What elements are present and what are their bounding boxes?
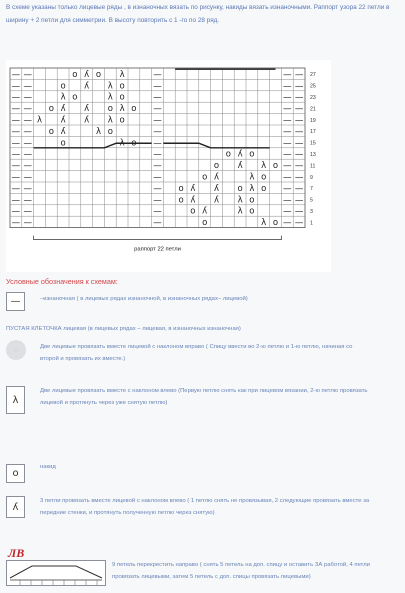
logo: ЛВ	[8, 546, 25, 560]
chart-symbol: —	[23, 195, 32, 206]
row-number: 5	[310, 197, 313, 204]
chart-symbol: —	[153, 69, 162, 80]
chart-symbol: —	[294, 218, 304, 229]
chart-symbol: —	[23, 172, 32, 183]
chart-symbol: —	[153, 115, 162, 126]
chart-symbol: —	[153, 104, 162, 115]
right-decrease-icon: ◡	[6, 340, 26, 360]
chart-symbol: —	[11, 172, 21, 183]
chart-symbol: ʎ	[237, 161, 243, 172]
chart-symbol: —	[153, 126, 162, 137]
chart-symbol: —	[153, 206, 162, 217]
chart-symbol: o	[48, 104, 54, 115]
chart-symbol: —	[283, 92, 292, 103]
chart-symbol: —	[11, 161, 21, 172]
cable-cross-icon	[6, 560, 106, 586]
chart-symbol: —	[153, 183, 162, 194]
chart-symbol: o	[60, 138, 66, 149]
chart-symbol: —	[23, 206, 32, 217]
row-number: 3	[310, 209, 313, 216]
row-number: 1	[310, 220, 313, 227]
chart-symbol: —	[283, 138, 292, 149]
chart-symbol: —	[283, 161, 292, 172]
chart-symbol: o	[225, 149, 231, 160]
row-number: 23	[310, 95, 316, 102]
chart-symbol: —	[11, 104, 21, 115]
chart-symbol: ʎ	[213, 183, 220, 194]
chart-symbol: —	[294, 138, 304, 149]
chart-symbol: —	[283, 69, 292, 80]
legend-dash-text: –изнаночная ( в лицевых рядах изнаночной, в изнаночных рядах– лицевой)	[40, 296, 248, 302]
chart-symbol: —	[294, 115, 304, 126]
chart-symbol: —	[283, 126, 292, 137]
chart-symbol: o	[178, 183, 184, 194]
chart-symbol: —	[23, 126, 32, 137]
chart-symbol: —	[11, 138, 21, 149]
chart-symbol: ʎ	[84, 104, 90, 115]
chart-symbol: —	[294, 126, 304, 137]
chart-symbol: o	[272, 161, 279, 172]
rapport-label: раппорт 22 петли	[134, 246, 181, 253]
chart-symbol: —	[294, 81, 304, 92]
chart-symbol: —	[153, 92, 162, 103]
chart-symbol: o	[202, 172, 208, 183]
chart-symbol: —	[23, 138, 32, 149]
legend-empty-text: ПУСТАЯ КЛЕТОЧКА лицевая (в лицевых рядах – лицевая, в изнаночных изнаночная)	[6, 326, 241, 332]
chart-symbol: —	[153, 138, 162, 149]
chart-symbol: —	[294, 206, 304, 217]
row-number: 13	[310, 152, 316, 159]
chart-symbol: —	[294, 183, 304, 194]
chart-symbol: o	[131, 104, 137, 115]
chart-symbol: —	[11, 206, 21, 217]
legend-three-together-text: 3 петли провязать вместе лицевой с наклоном влево ( 1 петлю снять не провязывая, 2 следующие провязать вместе за передние стенки, и протянуть полученную петлю через снятую)	[40, 498, 370, 516]
chart-symbol: ʎ	[84, 81, 90, 92]
chart-symbol: —	[294, 104, 304, 115]
chart-symbol: —	[283, 195, 292, 206]
chart-symbol: —	[23, 149, 32, 160]
chart-symbol: λ	[249, 172, 255, 183]
chart-symbol: o	[119, 81, 125, 92]
chart-symbol: ʎ	[237, 149, 243, 160]
chart-symbol: λ	[237, 206, 243, 217]
chart-symbol: λ	[107, 81, 113, 92]
chart-symbol: ʎ	[213, 195, 220, 206]
chart-symbol: λ	[119, 104, 125, 115]
chart-symbol: o	[60, 81, 66, 92]
row-number: 25	[310, 83, 316, 90]
chart-symbol: o	[119, 115, 125, 126]
chart-symbol: —	[294, 172, 304, 183]
chart-symbol: —	[153, 161, 162, 172]
chart-grid	[6, 60, 331, 272]
chart-symbol: —	[23, 183, 32, 194]
row-number: 15	[310, 140, 316, 147]
chart-symbol: λ	[107, 92, 113, 103]
chart-symbol: —	[23, 81, 32, 92]
chart-symbol: o	[119, 92, 125, 103]
chart-symbol: o	[48, 126, 54, 137]
chart-symbol: —	[11, 195, 21, 206]
chart-symbol: —	[294, 92, 304, 103]
legend-yarn-over-text: накид	[40, 464, 56, 470]
chart-symbol: ʎ	[60, 115, 66, 126]
legend-lambda-text: Две лицевые провязать вместе с наклоном влево (Первую петлю снять как при лицевом вязании, 2-ю петлю провязать лицевой и протянуть через уже снятую петлю)	[40, 388, 368, 406]
chart-symbol: λ	[119, 69, 125, 80]
chart-symbol: —	[11, 183, 21, 194]
chart-symbol: ʎ	[84, 115, 90, 126]
chart-symbol: —	[11, 115, 21, 126]
chart-symbol: —	[283, 81, 292, 92]
chart-symbol: —	[294, 161, 304, 172]
chart-symbol: o	[272, 218, 279, 229]
chart-symbol: —	[23, 161, 32, 172]
chart-symbol: λ	[249, 183, 255, 194]
row-number: 7	[310, 186, 313, 193]
chart-symbol: —	[294, 149, 304, 160]
chart-symbol: —	[11, 69, 21, 80]
row-number: 27	[310, 72, 316, 79]
chart-symbol: —	[11, 218, 21, 229]
chart-symbol: o	[178, 195, 184, 206]
legend-right-decrease-text: Две лицевые провязать вместе лицевой с наклоном вправо ( Спицу ввести во 2-ю петлю и 1-ю петлю, начиная со второй и провязать их вместе.)	[40, 344, 353, 362]
chart-symbol: λ	[95, 126, 102, 137]
chart-symbol: ʎ	[202, 206, 208, 217]
chart-symbol: —	[23, 104, 32, 115]
chart-symbol: λ	[261, 161, 267, 172]
chart-symbol: o	[237, 183, 243, 194]
chart-symbol: o	[72, 69, 78, 80]
intro-text: В схеме указаны только лицевые ряды , в изнаночных вязать по рисунку, накиды вязать изнаночными. Раппорт узора 22 петли в ширину + 2 петли для симметрии. В высоту повторить с 1 -го по 28 ряд.	[6, 4, 390, 24]
legend-title: Условные обозначения к схемам:	[6, 277, 118, 286]
chart-symbol: —	[11, 126, 21, 137]
chart-symbol: o	[261, 183, 267, 194]
chart-symbol: λ	[119, 138, 125, 149]
chart-symbol: —	[283, 206, 292, 217]
dash-icon: —	[6, 292, 25, 311]
chart-symbol: o	[190, 206, 196, 217]
chart-symbol: —	[153, 195, 162, 206]
chart-symbol: λ	[36, 115, 43, 126]
row-number: 17	[310, 129, 316, 136]
chart-symbol: —	[283, 115, 292, 126]
chart-symbol: o	[107, 126, 113, 137]
chart-symbol: ʎ	[213, 172, 220, 183]
chart-symbol: λ	[107, 115, 113, 126]
row-number: 21	[310, 106, 316, 113]
chart-symbol: —	[153, 81, 162, 92]
three-together-icon: ʎ	[6, 496, 25, 518]
chart-symbol: o	[107, 104, 113, 115]
chart-symbol: o	[249, 206, 255, 217]
legend-cable-text: 9 петель перекрестить направо ( снять 5 петель на доп. спицу и оставить ЗА работой, 4 петли провязать лицевыми, затем 5 петель с доп. спицы провязать лицевыми)	[112, 562, 370, 580]
chart-symbol: o	[213, 161, 220, 172]
chart-symbol: o	[72, 92, 78, 103]
chart-symbol: —	[11, 149, 21, 160]
lambda-icon: λ	[6, 386, 25, 414]
chart-symbol: —	[11, 81, 21, 92]
chart-symbol: o	[131, 138, 137, 149]
chart-symbol: —	[23, 92, 32, 103]
chart-symbol: —	[23, 218, 32, 229]
chart-symbol: o	[95, 69, 102, 80]
chart-symbol: —	[153, 218, 162, 229]
yarn-over-icon: o	[6, 464, 25, 483]
row-number: 19	[310, 117, 316, 124]
chart-symbol: o	[202, 218, 208, 229]
chart-symbol: λ	[60, 92, 66, 103]
chart-symbol: ʎ	[190, 195, 196, 206]
chart-symbol: —	[283, 183, 292, 194]
row-number: 9	[310, 174, 313, 181]
chart-symbol: ʎ	[60, 126, 66, 137]
chart-symbol: —	[283, 172, 292, 183]
chart-symbol: —	[153, 149, 162, 160]
chart-symbol: λ	[261, 218, 267, 229]
chart-symbol: λ	[237, 195, 243, 206]
knitting-chart	[6, 60, 331, 272]
chart-symbol: —	[283, 149, 292, 160]
chart-symbol: —	[11, 92, 21, 103]
rapport-bracket	[34, 236, 282, 240]
chart-symbol: o	[249, 195, 255, 206]
chart-symbol: —	[153, 172, 162, 183]
chart-symbol: —	[294, 195, 304, 206]
chart-symbol: ʎ	[60, 104, 66, 115]
chart-symbol: ʎ	[84, 69, 90, 80]
chart-symbol: —	[23, 69, 32, 80]
chart-symbol: —	[283, 218, 292, 229]
chart-symbol: —	[294, 69, 304, 80]
chart-symbol: ʎ	[190, 183, 196, 194]
chart-symbol: o	[249, 149, 255, 160]
chart-symbol: —	[283, 104, 292, 115]
chart-symbol: o	[261, 172, 267, 183]
chart-symbol: —	[23, 115, 32, 126]
row-number: 11	[310, 163, 316, 170]
